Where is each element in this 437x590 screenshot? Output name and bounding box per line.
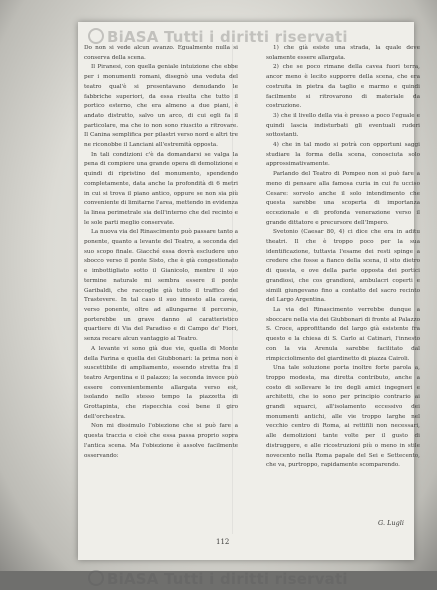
page-number: 112 <box>216 538 230 546</box>
paragraph: In tali condizioni c'è da domandarsi se valga la pena di compiere una grande opera di demolizione e quindi di ripristino del monumento, spendendo completamente, data anche la profondità di 6 metri in cui si trova il piano antico, oppure se non sia più conveniente di limitarne l'area, mettendo in evidenza la linea perimetrale sia dell'interno che del recinto e le sole parti meglio conservate. <box>84 151 239 226</box>
paragraph: 4) che in tal modo si potrà con opportuni saggi studiare la forma della scena, conosciuta solo approssimativamente. <box>266 142 420 168</box>
watermark-text: BiASA Tutti i diritti riservati <box>107 570 348 588</box>
paragraph: Parlando del Teatro di Pompeo non si può fare a meno di pensare alla famosa curia in cui fu ucciso Cesare: sorvolo anche il solo intendimento che questa sarebbe una scoperta di importanza eccezionale e di profonda venerazione verso il grande dittatore e precursore dell'Impero. <box>266 171 420 226</box>
paragraph: Non mi dissimulo l'obiezione che si può fare a questa traccia e cioè che essa passa proprio sopra l'antica scena. Ma l'obiezione è assolve facilmente osservando: <box>84 423 238 459</box>
seal-icon <box>88 570 104 586</box>
right-column <box>266 44 420 471</box>
paragraph: Una tale soluzione porta inoltre forte parola a, troppo modesta, ma diretta contributo, anche a costo di sollevare le ire degli amici ingegneri e architetti, che io sono per principio contrario ai grandi squarci, all'isolamento eccessivo dei monumenti antichi, alle vie troppo larghe nel vecchio centro di Roma, ai rettifili non necessari, alle demolizioni tante volte per il gusto di distruggere, e alle ricostruzioni più o meno in stile novecento nella Roma papale del Sei e Settecento, che va, purtroppo, rapidamente scomparendo. <box>266 365 420 469</box>
paragraph: A levante vi sono già due vie, quella di Monte della Farina e quella dei Giubbonari: la prima non è suscettibile di ampliamento, essendo stretta fra il teatro Argentina e il palazzo; la seconda invece può essere convenientemente allargata verso est, isolando nello stesso tempo la piazzetta di Grottapinta, che rispecchia così bene il giro dell'orchestra. <box>84 345 238 420</box>
author-signature: G. Lugli <box>378 519 404 527</box>
left-column <box>84 44 238 461</box>
paragraph: Il Piranesi, con quella geniale intuizione che ebbe per i monumenti romani, disegnò una veduta del teatro qual'è si presentavano denudando le fabbriche superiori, da essa risulta che tutto il portico esterno, che era almeno a due piani, è andato distrutto, salvo un arco, di cui egli fa il particolare, ma che io non sono riuscito a ritrovare. Il Canina semplifica per pilastri verso nord e altri tre ne riconobbe il Lanciani all'estremità opposta. <box>84 64 238 149</box>
paragraph: Do non si vede alcun avanzo. Egualmente nulla si conserva della scena. <box>84 45 238 61</box>
seal-icon <box>88 28 104 44</box>
watermark-bottom <box>88 570 388 590</box>
paragraph: 3) che il livello della via è presso a poco l'eguale e quindi lascia indisturbati gli eventuali ruderi sottostanti. <box>266 112 420 139</box>
paragraph: Svetonio (Caesar 80, 4) ci dice che era in aditu theatri. Il che è troppo poco per la sua identificazione, tuttavia l'esame dei resti spinge a credere che fosse a fianco della scena, il sito dietro di questa, e ove della parte opposta dei portici grandiosi, che cos grandioni, ambulacri coperti e simili giungevano fino a contatto del sacro recinto del Largo Argentina. <box>266 229 420 304</box>
paragraph: 1) che già esiste una strada, la quale deve solamente essere allargata. <box>266 45 420 61</box>
watermark-text: BiASA Tutti i diritti riservati <box>107 28 348 46</box>
paragraph: 2) che se poco rimane della cavea fuori terra, ancor meno è lecito supporre della scena, che era costruita in pietra da taglio e marmo e quindi facilmente si ritrovarono di materiale da costruzione. <box>266 64 420 110</box>
paragraph: La via del Rinascimento verrebbe dunque a sboccare nella via dei Giubbonari di fronte al Palazzo S. Croce, approfittando del largo già esistente fra questo e la chiesa di S. Carlo ai Catinari, l'innesto con la via Arenula sarebbe facilitato dal rimpicciolimento del giardinetto di piazza Cairoli. <box>266 306 420 362</box>
paragraph: La nuova via del Rinascimento può passare tanto a ponente, quanto a levante del Teatro, a seconda del suo scopo finale. Giacché essa dovrà escludere uno sbocco verso il ponte Sisto, che è già congestionato e imbottigliato sotto il Gianicolo, mentre il suo termine naturale mi sembra essere il ponte Garibaldi, che raccoglie già tutto il traffico del Trastevere. In tal caso il suo innesto alla cavea, verso ponente, oltre ad allungarne il percorso, porterebbe un grave danno al caratteristico quartiere di Via del Paradiso e di Campo de' Fiori, senza recare alcun vantaggio al Teatro. <box>84 229 238 343</box>
